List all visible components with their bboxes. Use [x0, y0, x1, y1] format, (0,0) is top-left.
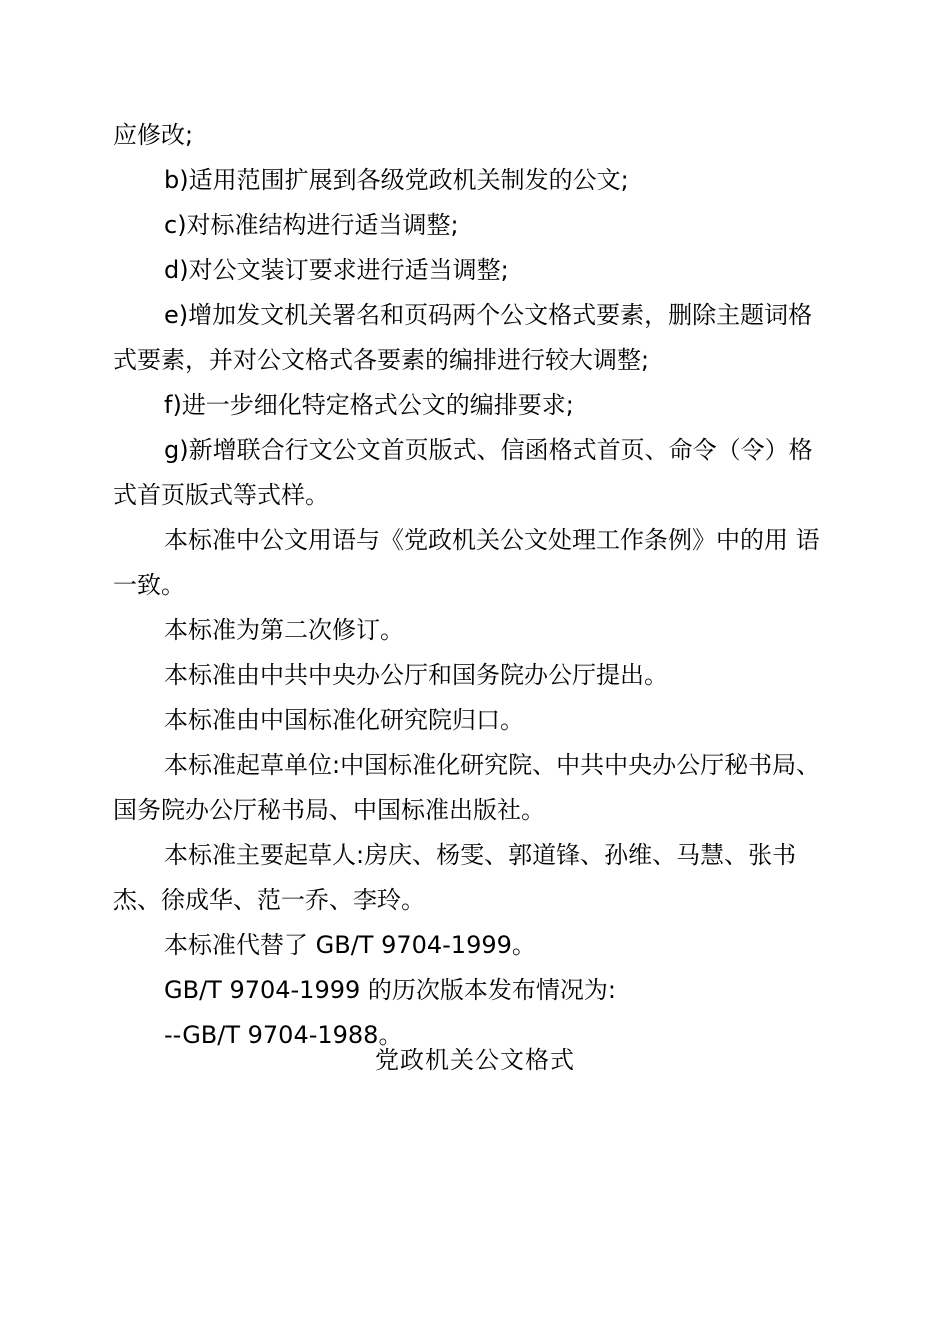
paragraph-item-d: d)对公文装订要求进行适当调整;	[164, 256, 509, 284]
paragraph-centralized: 本标准由中国标准化研究院归口。	[164, 706, 524, 734]
paragraph-item-f: f)进一步细化特定格式公文的编排要求;	[164, 391, 574, 419]
document-body	[113, 113, 835, 1058]
paragraph-item-g: g)新增联合行文公文首页版式、信函格式首页、命令（令）格式首页版式等式样。	[113, 436, 813, 509]
paragraph-item-b: b)适用范围扩展到各级党政机关制发的公文;	[164, 166, 629, 194]
document-title: 党政机关公文格式	[375, 1046, 575, 1074]
paragraph-item-c: c)对标准结构进行适当调整;	[164, 211, 459, 239]
paragraph-drafting-units: 本标准起草单位:中国标准化研究院、中共中央办公厅秘书局、国务院办公厅秘书局、中国标准出版社。	[113, 751, 821, 824]
paragraph-proposer: 本标准由中共中央办公厅和国务院办公厅提出。	[164, 661, 668, 689]
paragraph-terminology: 本标准中公文用语与《党政机关公文处理工作条例》中的用 语一致。	[113, 526, 820, 599]
paragraph-history-intro: GB/T 9704-1999 的历次版本发布情况为:	[164, 976, 616, 1004]
paragraph-drafters: 本标准主要起草人:房庆、杨雯、郭道锋、孙维、马慧、张书杰、徐成华、范一乔、李玲。	[113, 841, 797, 914]
paragraph-revision: 本标准为第二次修订。	[164, 616, 404, 644]
paragraph-replaces: 本标准代替了 GB/T 9704-1999。	[164, 931, 536, 959]
paragraph-history-item: --GB/T 9704-1988。	[164, 1021, 403, 1049]
paragraph-item-e: e)增加发文机关署名和页码两个公文格式要素，删除主题词格式要素，并对公文格式各要素的编排进行较大调整;	[113, 301, 813, 374]
paragraph-continuation: 应修改;	[113, 121, 194, 149]
